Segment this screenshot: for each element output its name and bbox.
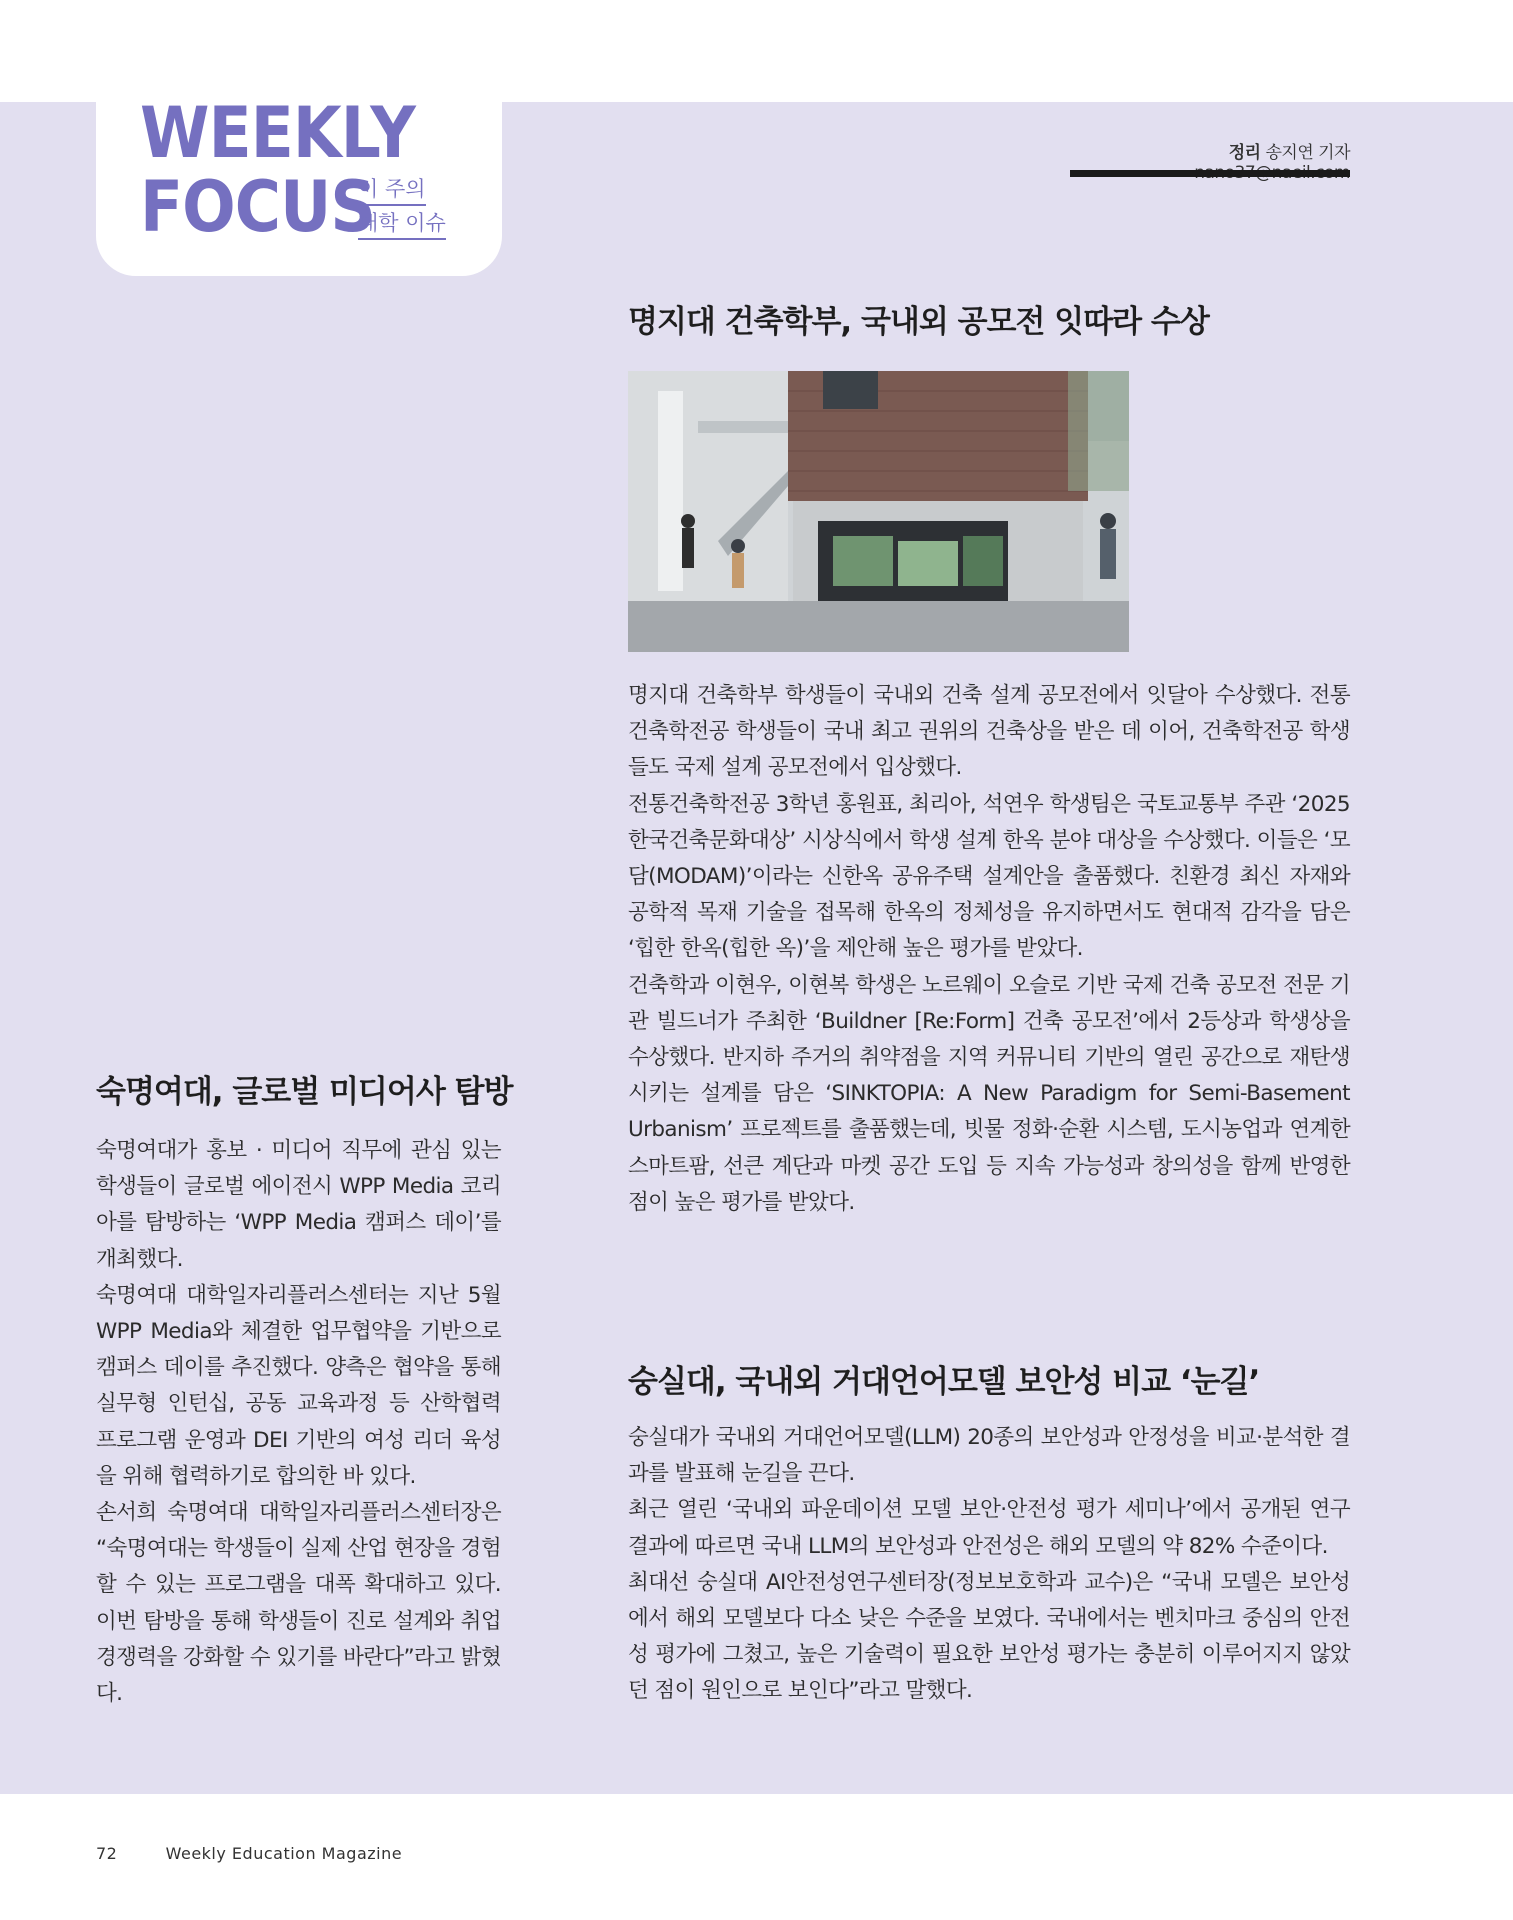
left-paragraph: 손서희 숙명여대 대학일자리플러스센터장은 “숙명여대는 학생들이 실제 산업 현장을 경험할 수 있는 프로그램을 대폭 확대하고 있다. 이번 탐방을 통해 학생들이 진로 설계와 취업 경쟁력을 강화할 수 있기를 바란다”라고 밝혔다. xyxy=(96,1500,501,1707)
magazine-name: Weekly Education Magazine xyxy=(165,1844,403,1863)
bottom-article-title: 숭실대, 국내외 거대언어모델 보안성 비교 ‘눈길’ xyxy=(628,1364,1260,1400)
main-paragraph: 건축학과 이현우, 이현복 학생은 노르웨이 오슬로 기반 국제 건축 공모전 전문 기관 빌드너가 주최한 ‘Buildner [Re:Form] 건축 공모전’에서 2등상과 학생상을 수상했다. 반지하 주거의 취약점을 지역 커뮤니티 기반의 열린 공간으로 재탄생시키는 설계를 담은 ‘SINKTOPIA: A New Paradigm for Semi-Basement Urbanism’ 프로젝트를 출품했는데, 빗물 정화·순환 시스템, 도시농업과 연계한 스마트팜, 선큰 계단과 마켓 공간 도입 등 지속 가능성과 창의성을 함께 반영한 점이 높은 평가를 받았다. xyxy=(628,972,1350,1215)
bottom-paragraph: 숭실대가 국내외 거대언어모델(LLM) 20종의 보안성과 안정성을 비교·분석한 결과를 발표해 눈길을 끈다. xyxy=(628,1425,1350,1487)
main-article-title: 명지대 건축학부, 국내외 공모전 잇따라 수상 xyxy=(628,304,1209,340)
main-paragraph: 명지대 건축학부 학생들이 국내외 건축 설계 공모전에서 잇달아 수상했다. 전통건축학전공 학생들이 국내 최고 권위의 건축상을 받은 데 이어, 건축학전공 학생들도 국제 설계 공모전에서 입상했다. xyxy=(628,683,1350,781)
bottom-paragraph: 최근 열린 ‘국내외 파운데이션 모델 보안·안전성 평가 세미나’에서 공개된 연구 결과에 따르면 국내 LLM의 보안성과 안전성은 해외 모델의 약 82% 수준이다. xyxy=(628,1497,1350,1559)
main-article-body xyxy=(628,678,1350,1221)
logo-weekly: WEEKLY xyxy=(140,92,415,174)
byline-rule xyxy=(1070,170,1350,177)
main-paragraph: 전통건축학전공 3학년 홍원표, 최리아, 석연우 학생팀은 국토교통부 주관 ‘2025 한국건축문화대상’ 시상식에서 학생 설계 한옥 분야 대상을 수상했다. 이들은 ‘모담(MODAM)’이라는 신한옥 공유주택 설계안을 출품했다. 친환경 최신 자재와 공학적 목재 기술을 접목해 한옥의 정체성을 유지하면서도 현대적 감각을 담은 ‘힙한 한옥(힙한 옥)’을 제안해 높은 평가를 받았다. xyxy=(628,791,1350,962)
page-number: 72 xyxy=(96,1844,118,1863)
left-article-title: 숙명여대, 글로벌 미디어사 탐방 xyxy=(96,1074,513,1110)
byline-text: 송지연 기자 xyxy=(1265,143,1350,163)
bottom-paragraph: 최대선 숭실대 AI안전성연구센터장(정보보호학과 교수)은 “국내 모델은 보안성에서 해외 모델보다 다소 낮은 수준을 보였다. 국내에서는 벤치마크 중심의 안전성 평가에 그쳤고, 높은 기술력이 필요한 보안성 평가는 충분히 이루어지지 않았던 점이 원인으로 보인다”라고 말했다. xyxy=(628,1569,1350,1704)
byline-label: 정리 xyxy=(1228,143,1261,163)
left-paragraph: 숙명여대가 홍보 · 미디어 직무에 관심 있는 학생들이 글로벌 에이전시 WPP Media 코리아를 탐방하는 ‘WPP Media 캠퍼스 데이’를 개최했다. xyxy=(96,1138,501,1272)
left-paragraph: 숙명여대 대학일자리플러스센터는 지난 5월 WPP Media와 체결한 업무협약을 기반으로 캠퍼스 데이를 추진했다. 양측은 협약을 통해 실무형 인턴십, 공동 교육과정 등 산학협력 프로그램 운영과 DEI 기반의 여성 리더 육성을 위해 협력하기로 합의한 바 있다. xyxy=(96,1282,501,1489)
bottom-article-body xyxy=(628,1420,1350,1710)
logo-sub-line1: 이 주의 xyxy=(358,174,426,206)
logo-focus: FOCUS xyxy=(140,166,375,248)
left-article-body xyxy=(96,1133,501,1712)
logo-subtitle xyxy=(358,174,446,242)
page-footer xyxy=(96,1844,402,1863)
article-photo xyxy=(628,371,1129,652)
logo-sub-line2: 대학 이슈 xyxy=(358,208,446,240)
